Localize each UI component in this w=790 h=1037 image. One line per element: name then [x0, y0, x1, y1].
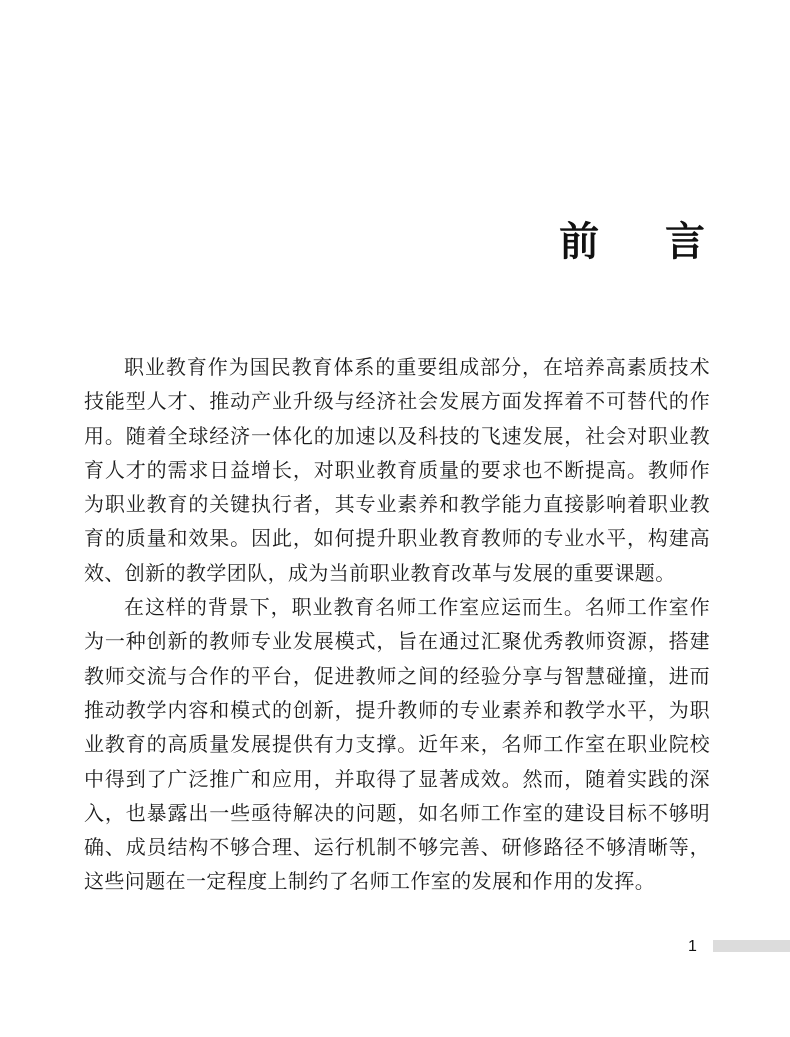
page-number-bar	[713, 940, 790, 952]
paragraph: 职业教育作为国民教育体系的重要组成部分，在培养高素质技术技能型人才、推动产业升级与经济社会发展方面发挥着不可替代的作用。随着全球经济一体化的加速以及科技的飞速发展，社会对职业教育人才的需求日益增长，对职业教育质量的要求也不断提高。教师作为职业教育的关键执行者，其专业素养和教学能力直接影响着职业教育的质量和效果。因此，如何提升职业教育教师的专业水平，构建高效、创新的教学团队，成为当前职业教育改革与发展的重要课题。	[84, 355, 710, 585]
page-title: 前 言	[559, 219, 731, 265]
body-text	[84, 350, 710, 899]
paragraph: 在这样的背景下，职业教育名师工作室应运而生。名师工作室作为一种创新的教师专业发展模式，旨在通过汇聚优秀教师资源，搭建教师交流与合作的平台，促进教师之间的经验分享与智慧碰撞，进而推动教学内容和模式的创新，提升教师的专业素养和教学水平，为职业教育的高质量发展提供有力支撑。近年来，名师工作室在职业院校中得到了广泛推广和应用，并取得了显著成效。然而，随着实践的深入，也暴露出一些亟待解决的问题，如名师工作室的建设目标不够明确、成员结构不够合理、运行机制不够完善、研修路径不够清晰等，这些问题在一定程度上制约了名师工作室的发展和作用的发挥。	[84, 595, 710, 894]
page-number: 1	[688, 938, 697, 955]
